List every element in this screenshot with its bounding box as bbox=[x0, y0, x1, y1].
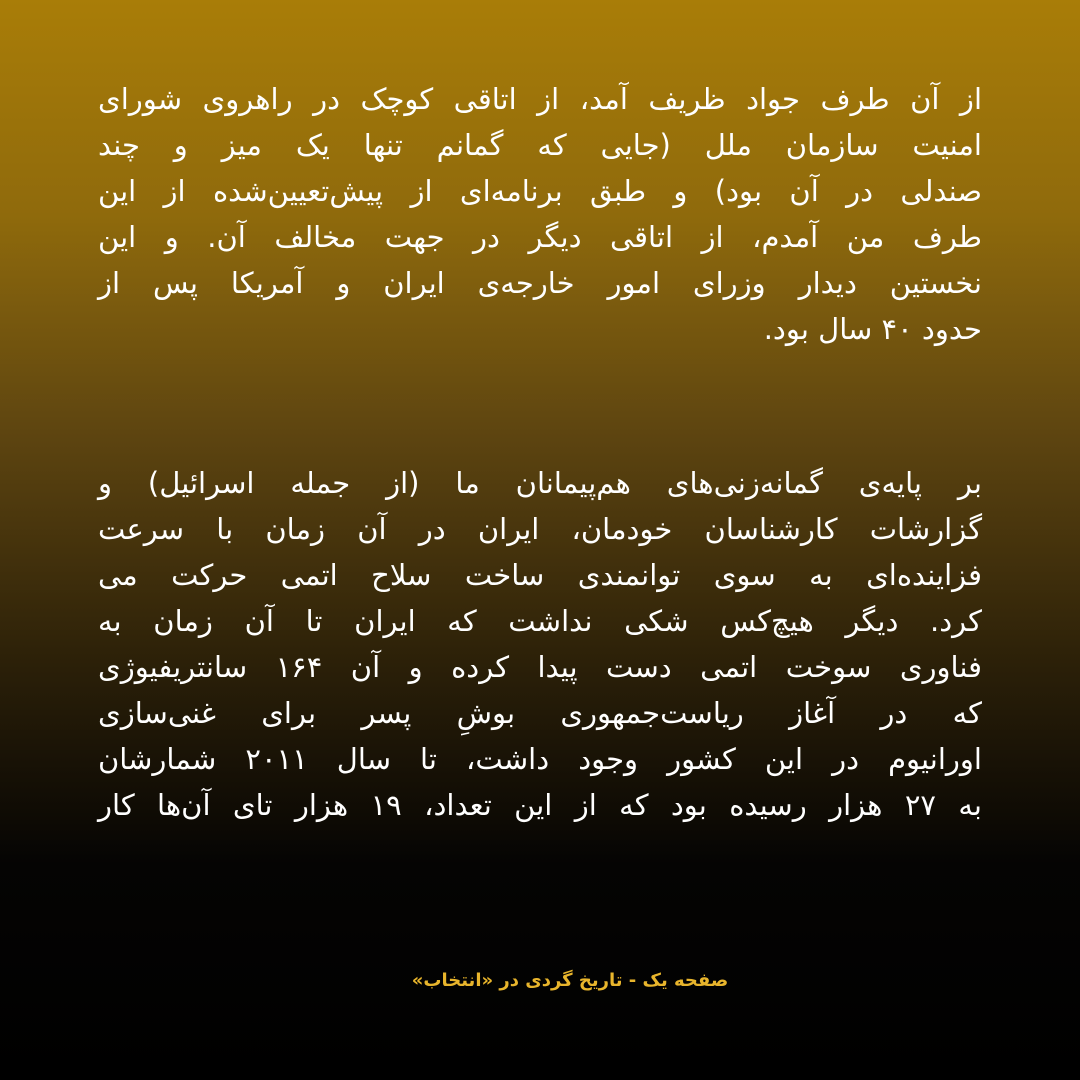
text-line: صندلی در آن بود) و طبق برنامه‌ای از پیش‌تعیین‌شده از این bbox=[98, 174, 982, 208]
footer-caption: صفحه یک - تاریخ گردی در «انتخاب» bbox=[411, 970, 729, 991]
text-line: طرف من آمدم، از اتاقی دیگر در جهت مخالف آن. و این bbox=[98, 220, 982, 254]
paragraph-1 bbox=[98, 76, 982, 352]
paragraph-2 bbox=[98, 460, 982, 828]
text-line: از آن طرف جواد ظریف آمد، از اتاقی کوچک در راهروی شورای bbox=[98, 82, 982, 116]
text-line: نخستین دیدار وزرای امور خارجه‌ی ایران و آمریکا پس از bbox=[98, 266, 982, 300]
text-line: فزاینده‌ای به سوی توانمندی ساخت سلاح اتمی حرکت می bbox=[98, 558, 982, 592]
text-line: فناوری سوخت اتمی دست پیدا کرده و آن ۱۶۴ سانتریفیوژی bbox=[98, 650, 983, 684]
text-line: کرد. دیگر هیچ‌کس شکی نداشت که ایران تا آن زمان به bbox=[98, 604, 982, 638]
text-line: بر پایه‌ی گمانه‌زنی‌های هم‌پیمانان ما (از جمله اسرائیل) و bbox=[98, 466, 982, 500]
text-line: که در آغاز ریاست‌جمهوری بوشِ پسر برای غنی‌سازی bbox=[98, 696, 982, 730]
text-line: گزارشات کارشناسان خودمان، ایران در آن زمان با سرعت bbox=[98, 512, 982, 546]
text-line: امنیت سازمان ملل (جایی که گمانم تنها یک میز و چند bbox=[98, 128, 982, 162]
text-line: اورانیوم در این کشور وجود داشت، تا سال ۲۰۱۱ شمارشان bbox=[98, 742, 982, 776]
text-line: به ۲۷ هزار رسیده بود که از این تعداد، ۱۹ هزار تای آن‌ها کار bbox=[98, 788, 982, 822]
text-line: حدود ۴۰ سال بود. bbox=[763, 312, 982, 346]
